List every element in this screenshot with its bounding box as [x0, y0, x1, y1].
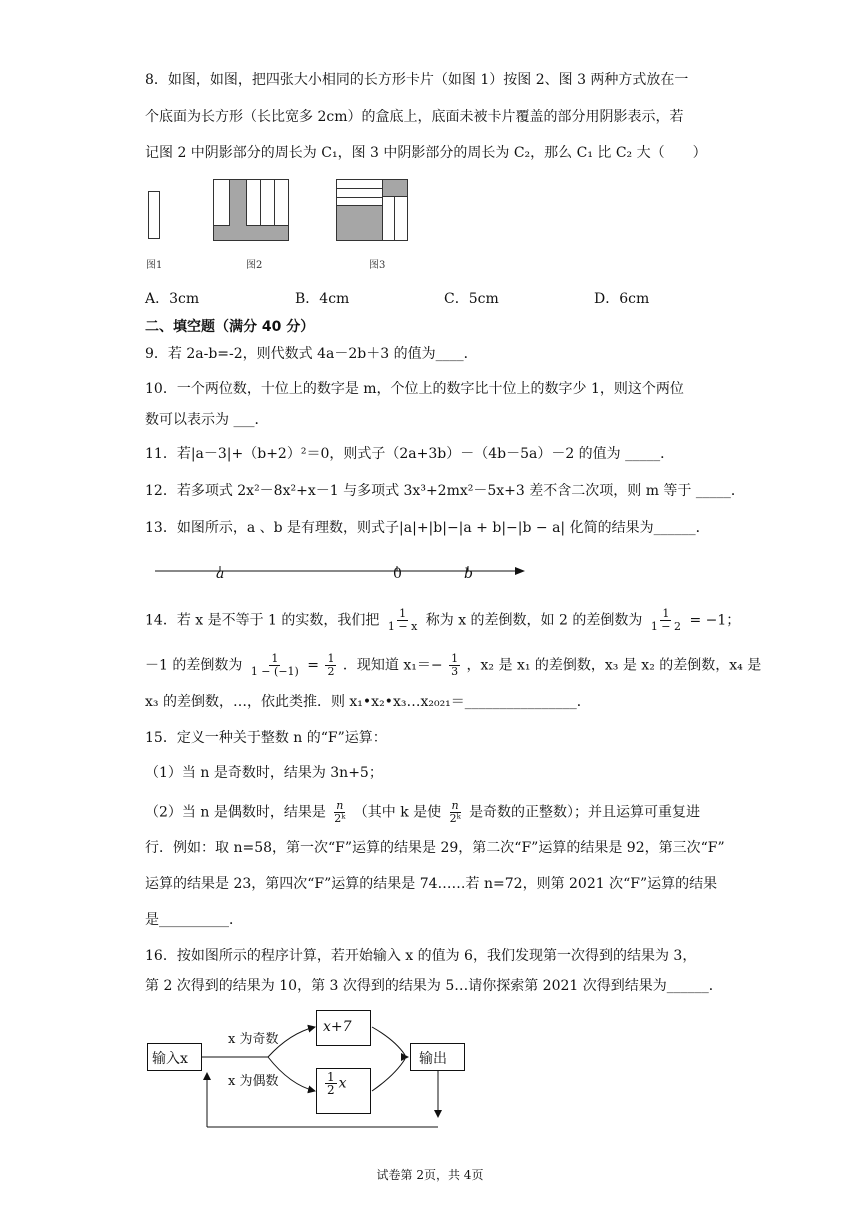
q10-line1: 10．一个两位数，十位上的数字是 m，个位上的数字比十位上的数字少 1，则这个两位 — [145, 381, 684, 397]
q10-line2: 数可以表示为 ___． — [145, 412, 269, 428]
q15-line3: （2）当 n 是偶数时，结果是 $\frac{n}{\text{2ᵏ}}$ （其中 k 是使 $\frac{n}{\text{2ᵏ}}$ 是奇数的正整数）；并且运算可重复进 — [145, 799, 701, 825]
option-d: D．6cm — [594, 291, 650, 307]
q15-line6: 是__________． — [145, 912, 243, 928]
q11: 11．若|a－3|+（b+2）²＝0，则式子（2a+3b）－（4b－5a）－2 的值为 _____． — [145, 446, 675, 462]
figure-2 — [213, 179, 289, 241]
figure-3 — [336, 179, 408, 241]
q14-line3: x₃ 的差倒数，…，依此类推．则 x₁•x₂•x₃…x₂₀₂₁＝________________． — [145, 694, 591, 710]
q8-line1: 8．如图，如图，把四张大小相同的长方形卡片（如图 1）按图 2、图 3 两种方式放在一 — [145, 72, 689, 88]
q15-line1: 15．定义一种关于整数 n 的“F”运算： — [145, 730, 387, 746]
flow-input-box: 输入x — [147, 1043, 202, 1071]
q15-line2: （1）当 n 是奇数时，结果为 3n+5； — [145, 765, 383, 781]
q16-line2: 第 2 次得到的结果为 10，第 3 次得到的结果为 5…请你探索第 2021 次得到结果为______． — [145, 978, 723, 994]
option-b: B．4cm — [295, 291, 350, 307]
page-footer: 试卷第 2页，共 4页 — [376, 1168, 484, 1182]
option-a: A．3cm — [145, 291, 200, 307]
flow-box-odd: x+7 — [316, 1010, 371, 1046]
flow-even-label: x 为偶数 — [228, 1074, 279, 1089]
figure-1-caption: 图1 — [146, 260, 163, 271]
figure-3-caption: 图3 — [369, 260, 386, 271]
q16-line1: 16．按如图所示的程序计算，若开始输入 x 的值为 6，我们发现第一次得到的结果为 3， — [145, 948, 697, 964]
flow-box-even: $\frac{1}{2}$ x — [316, 1068, 371, 1114]
q9: 9．若 2a-b=-2，则代数式 4a－2b＋3 的值为____． — [145, 346, 478, 362]
axis-label-a: a — [216, 566, 225, 582]
flow-odd-label: x 为奇数 — [228, 1032, 279, 1047]
axis-label-b: b — [464, 566, 473, 582]
q14-line1: 14．若 x 是不等于 1 的实数，我们把 $\frac{1}{1 - x}$ 称为 x 的差倒数，如 2 的差倒数为 $\frac{1}{1 - 2}$ = −1； — [145, 607, 741, 633]
q8-line3: 记图 2 中阴影部分的周长为 C₁，图 3 中阴影部分的周长为 C₂，那么 C₁ 比 C₂ 大（ ） — [145, 145, 707, 161]
q15-line5: 运算的结果是 23，第四次“F”运算的结果是 74……若 n=72，则第 2021 次“F”运算的结果 — [145, 876, 718, 892]
figure-2-caption: 图2 — [246, 260, 263, 271]
number-line — [155, 556, 535, 586]
q13-text: 13．如图所示，a 、b 是有理数，则式子|a|+|b|−|a + b|−|b − a| 化简的结果为______． — [145, 520, 710, 536]
q14-line2: －1 的差倒数为 $\frac{1}{1 - (-1)}$ = $\frac{1}{2}$ ．现知道 x₁＝− $\frac{1}{3}$ ，x₂ 是 x₁ 的差倒数，x₃ 是 x₂ 的差倒数，x₄ 是 — [145, 652, 762, 678]
q8-line2: 个底面为长方形（长比宽多 2cm）的盒底上，底面未被卡片覆盖的部分用阴影表示，若 — [145, 109, 684, 125]
option-c: C．5cm — [444, 291, 499, 307]
axis-label-0: 0 — [393, 566, 402, 582]
figure-1-card — [148, 191, 160, 239]
q15-line4: 行．例如：取 n=58，第一次“F”运算的结果是 29，第二次“F”运算的结果是 92，第三次“F” — [145, 840, 725, 856]
flow-output-box: 输出 — [410, 1043, 465, 1071]
section-title: 二、填空题（满分 40 分） — [145, 319, 315, 335]
q12: 12．若多项式 2x²－8x²+x－1 与多项式 3x³+2mx²－5x+3 差不含二次项，则 m 等于 _____． — [145, 483, 745, 499]
